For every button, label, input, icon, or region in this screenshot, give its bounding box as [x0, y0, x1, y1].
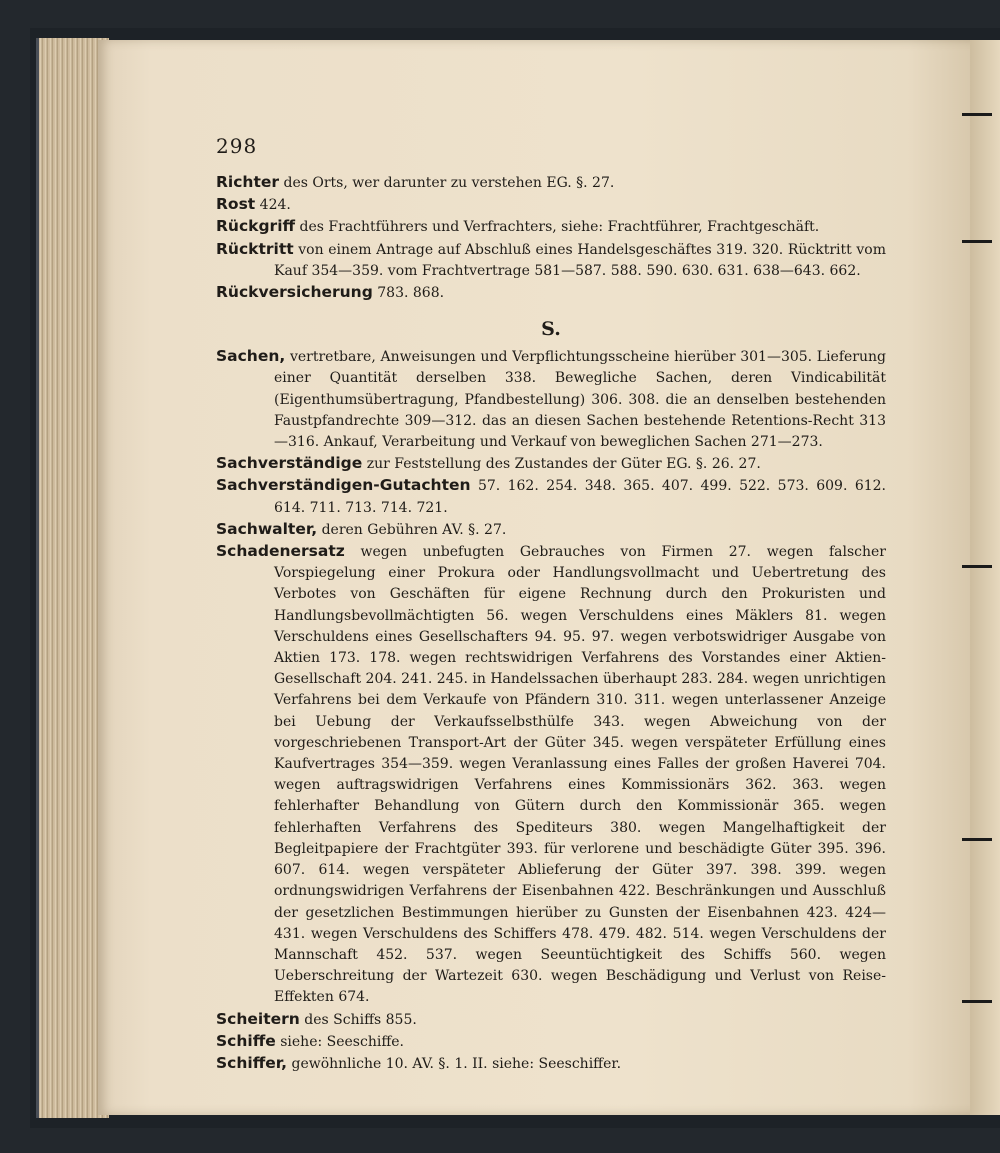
- entry-text: des Frachtführers und Verfrachters, siehe: Frachtführer, Frachtgeschäft.: [295, 219, 820, 236]
- entry-keyword: Sachverständigen-Gutachten: [216, 476, 471, 495]
- index-entry: [216, 172, 886, 194]
- index-entry: [216, 346, 886, 453]
- entry-text: des Schiffs 855.: [299, 1011, 417, 1028]
- entry-text: siehe: Seeschiffe.: [275, 1033, 405, 1050]
- entry-keyword: Rost: [216, 195, 256, 214]
- index-entry: [216, 282, 886, 304]
- entry-keyword: Richter: [216, 173, 280, 191]
- entry-keyword: Sachwalter,: [216, 519, 318, 538]
- index-entry: [216, 216, 886, 238]
- page-marker: [962, 838, 992, 841]
- entry-keyword: Rücktritt: [216, 239, 294, 258]
- index-entry: [216, 1031, 886, 1053]
- entry-text: vertretbare, Anweisungen und Verpflichtungsscheine hierüber 301—305. Lieferung einer Quantität derselben 338. Bewegliche Sachen, deren Vindicabilität (Eigenthumsübertragung, Pfandbestellung) 306. 308. die an denselben bestehenden Faustpfandrechte 309—312. das an diesen Sachen bestehende Retentions-Recht 313—316. Ankauf, Verarbeitung und Verkauf von beweglichen Sachen 271—273.: [274, 349, 886, 451]
- page-marker: [962, 1000, 992, 1003]
- page-marker: [962, 240, 992, 243]
- section-heading: S.: [541, 318, 561, 341]
- entries-r: [216, 172, 886, 304]
- index-entry: [216, 1053, 886, 1075]
- page-number: 298: [216, 134, 258, 158]
- index-entry: [216, 194, 886, 216]
- entry-keyword: Schadenersatz: [216, 542, 345, 561]
- entry-keyword: Sachen,: [216, 347, 286, 366]
- entry-text: gewöhnliche 10. AV. §. 1. II. siehe: Seeschiffer.: [287, 1055, 622, 1072]
- entry-text: 57. 162. 254. 348. 365. 407. 499. 522. 573. 609. 612. 614. 711. 713. 714. 721.: [274, 478, 886, 516]
- index-entry: [216, 475, 886, 518]
- entry-keyword: Rückgriff: [216, 217, 296, 236]
- entry-text: 783. 868.: [372, 285, 445, 302]
- entry-text: zur Feststellung des Zustandes der Güter EG. §. 26. 27.: [362, 456, 761, 473]
- entry-text: wegen unbefugten Gebrauches von Firmen 27. wegen falscher Vorspiegelung einer Prokura oder Handlungsvollmacht und Uebertretung des Verbotes von Geschäften für eigene Rechnung durch den Prokuristen und Handlungsbevollmächtigten 56. wegen Verschuldens eines Mäklers 81. wegen Verschuldens eines Gesellschafters 94. 95. 97. wegen verbotswidriger Ausgabe von Aktien 173. 178. wegen rechtswidrigen Verfahrens des Vorstandes einer Aktien-Gesellschaft 204. 241. 245. in Handelssachen überhaupt 283. 284. wegen unrichtigen Verfahrens bei dem Verkaufe von Pfändern 310. 311. wegen unterlassener Anzeige bei Uebung der Verkaufsselbsthülfe 343. wegen Abweichung von der vorgeschriebenen Transport-Art der Güter 345. wegen verspäteter Erfüllung eines Kaufvertrages 354—359. wegen Veranlassung eines Falles der großen Haverei 704. wegen auftragswidrigen Verfahrens eines Kommissionärs 362. 363. wegen fehlerhafter Behandlung von Gütern durch den Kommissionär 365. wegen fehlerhaften Verfahrens des Spediteurs 380. wegen Mangelhaftigkeit der Begleitpapiere der Frachtgüter 393. für verlorene und beschädigte Güter 395. 396. 607. 614. wegen verspäteter Ablieferung der Güter 397. 398. 399. wegen ordnungswidrigen Verfahrens der Eisenbahnen 422. Beschränkungen und Ausschluß der gesetzlichen Bestimmungen hierüber zu Gunsten der Eisenbahnen 423. 424—431. wegen Verschuldens des Schiffers 478. 479. 482. 514. wegen Verschuldens der Mannschaft 452. 537. wegen Seeuntüchtigkeit des Schiffs 560. wegen Ueberschreitung der Wartezeit 630. wegen Beschädigung und Verlust von Reise-Effekten 674.: [274, 544, 887, 1006]
- entry-keyword: Rückversicherung: [216, 283, 373, 302]
- entries-s: [216, 346, 886, 1075]
- entry-text: von einem Antrage auf Abschluß eines Handelsgeschäftes 319. 320. Rücktritt vom Kauf 354—359. vom Frachtvertrage 581—587. 588. 590. 630. 631. 638—643. 662.: [274, 241, 886, 279]
- facing-page-edge: [970, 40, 1000, 1115]
- index-entry: [216, 1009, 886, 1031]
- index-entry: [216, 239, 886, 282]
- entry-keyword: Schiffe: [216, 1031, 276, 1050]
- entry-text: des Orts, wer darunter zu verstehen EG. §. 27.: [279, 175, 615, 191]
- index-entry: [216, 541, 886, 1008]
- entry-keyword: Sachverständige: [216, 454, 363, 473]
- index-entry: [216, 519, 886, 541]
- entry-text: deren Gebühren AV. §. 27.: [317, 521, 507, 538]
- entry-keyword: Schiffer,: [216, 1053, 288, 1072]
- entry-text: 424.: [255, 197, 291, 214]
- page-marker: [962, 565, 992, 568]
- page-marker: [962, 113, 992, 116]
- index-entry: [216, 453, 886, 475]
- index-text: [216, 134, 886, 1075]
- entry-keyword: Scheitern: [216, 1009, 300, 1028]
